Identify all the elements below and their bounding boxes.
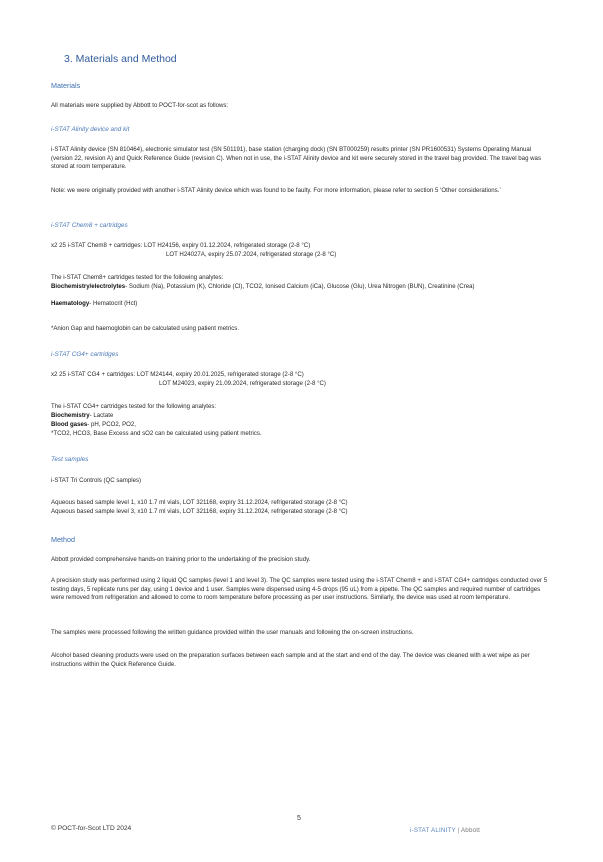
samples-name: i-STAT Tri Controls (QC samples) xyxy=(51,477,142,484)
cg4-lot-1: x2 25 i-STAT CG4 + cartridges: LOT M24144, expiry 20.01.2025, refrigerated storage (2-8 °C) xyxy=(51,371,304,378)
chem8-note: *Anion Gap and haemoglobin can be calculated using patient metrics. xyxy=(51,325,240,332)
cg4-biochemistry xyxy=(51,412,551,421)
device-note: Note: we were originally provided with another i-STAT Alinity device which was found to be faulty. For more information, please refer to section 5 ‘Other considerations.’ xyxy=(51,187,501,194)
footer-copyright: © POCT-for-Scot LTD 2024 xyxy=(51,825,132,832)
cg4-bio-label: Biochemistry xyxy=(51,412,90,419)
chem8-haem-label: Haematology xyxy=(51,300,90,307)
cg4-bio-text: - Lactate xyxy=(89,412,114,419)
chem8-lot-1: x2 25 i-STAT Chem8 + cartridges: LOT H24156, expiry 01.12.2024, refrigerated storage (2-8 °C) xyxy=(51,242,311,249)
chem8-lot-2: LOT H24027A, expiry 25.07.2024, refrigerated storage (2-8 °C) xyxy=(166,251,337,258)
materials-heading: Materials xyxy=(51,81,81,90)
method-heading: Method xyxy=(51,535,75,544)
footer-brand xyxy=(410,827,480,834)
materials-intro: All materials were supplied by Abbott to POCT-for-scot as follows: xyxy=(51,102,229,109)
footer-product: i-STAT ALINITY xyxy=(410,827,456,834)
cg4-gas-label: Blood gases xyxy=(51,421,88,428)
section-title: 3. Materials and Method xyxy=(64,53,177,65)
chem8-bio-label: Biochemistry/electrolytes xyxy=(51,283,126,290)
chem8-haematology xyxy=(51,300,551,309)
chem8-bio-text: - Sodium (Na), Potassium (K), Chloride (Cl), TCO2, Ionised Calcium (iCa), Glucose (Glu), Urea Nitrogen (BUN), Creatinine (Crea) xyxy=(125,283,475,290)
method-paragraph-3: The samples were processed following the written guidance provided within the user manuals and following the on-screen instructions. xyxy=(51,629,414,636)
cg4-note: *TCO2, HCO3, Base Excess and sO2 can be calculated using patient metrics. xyxy=(51,430,262,437)
sample-level-3: Aqueous based sample level 3, x10 1.7 ml vials, LOT 321168, expiry 31.12.2024, refrigerated storage (2-8 °C) xyxy=(51,508,348,515)
samples-heading: Test samples xyxy=(51,456,89,463)
method-paragraph-4: Alcohol based cleaning products were used on the preparation surfaces between each sample and at the start and end of the day. The device was cleaned with a wet wipe as per instructions within the Quick Reference Guide. xyxy=(51,652,530,668)
footer-separator: | xyxy=(457,827,460,834)
footer-company: Abbott xyxy=(460,827,481,834)
method-paragraph-2: A precision study was performed using 2 liquid QC samples (level 1 and level 3). The QC samples were tested using the i-STAT Chem8 + and i-STAT CG4+ cartridges conducted over 5 testing days, 5 replicate runs per day, using 1 device and 1 user. Samples were dispensed using 4-5 drops (95 uL) from a pipette. The QC samples and required number of cartridges were removed from refrigeration and allowed to come to room temperature before processing as per user instructions. Similarly, the device was used at room temperature. xyxy=(51,577,548,602)
device-paragraph: i-STAT Alinity device (SN 810464), electronic simulator test (SN 501191), base station (charging dock) (SN BT000259) results printer (SN PR1600531) Systems Operating Manual (version 22, revision A) and Quick Reference Guide (revision C). When not in use, the i-STAT Alinity device and kit were securely stored in the travel bag provided. The travel bag was stored at room temperature. xyxy=(51,146,541,171)
cg4-blood-gases xyxy=(51,421,551,430)
cg4-heading: i-STAT CG4+ cartridges xyxy=(51,351,119,358)
sample-level-1: Aqueous based sample level 1, x10 1.7 ml vials, LOT 321168, expiry 31.12.2024, refrigerated storage (2-8 °C) xyxy=(51,499,348,506)
device-heading: i-STAT Alinity device and kit xyxy=(51,126,130,133)
cg4-gas-text: - pH, PCO2, PO2, xyxy=(87,421,136,428)
chem8-haem-text: - Hematocrit (Hct) xyxy=(89,300,138,307)
chem8-biochemistry xyxy=(51,283,551,292)
chem8-heading: i-STAT Chem8 + cartridges xyxy=(51,222,128,229)
cg4-lot-2: LOT M24023, expiry 21.09.2024, refrigerated storage (2-8 °C) xyxy=(159,380,326,387)
page-number: 5 xyxy=(297,815,301,822)
chem8-tested-intro: The i-STAT Chem8+ cartridges tested for the following analytes: xyxy=(51,274,224,281)
method-paragraph-1: Abbott provided comprehensive hands-on training prior to the undertaking of the precision study. xyxy=(51,556,311,563)
cg4-tested-intro: The i-STAT CG4+ cartridges tested for the following analytes: xyxy=(51,403,217,410)
